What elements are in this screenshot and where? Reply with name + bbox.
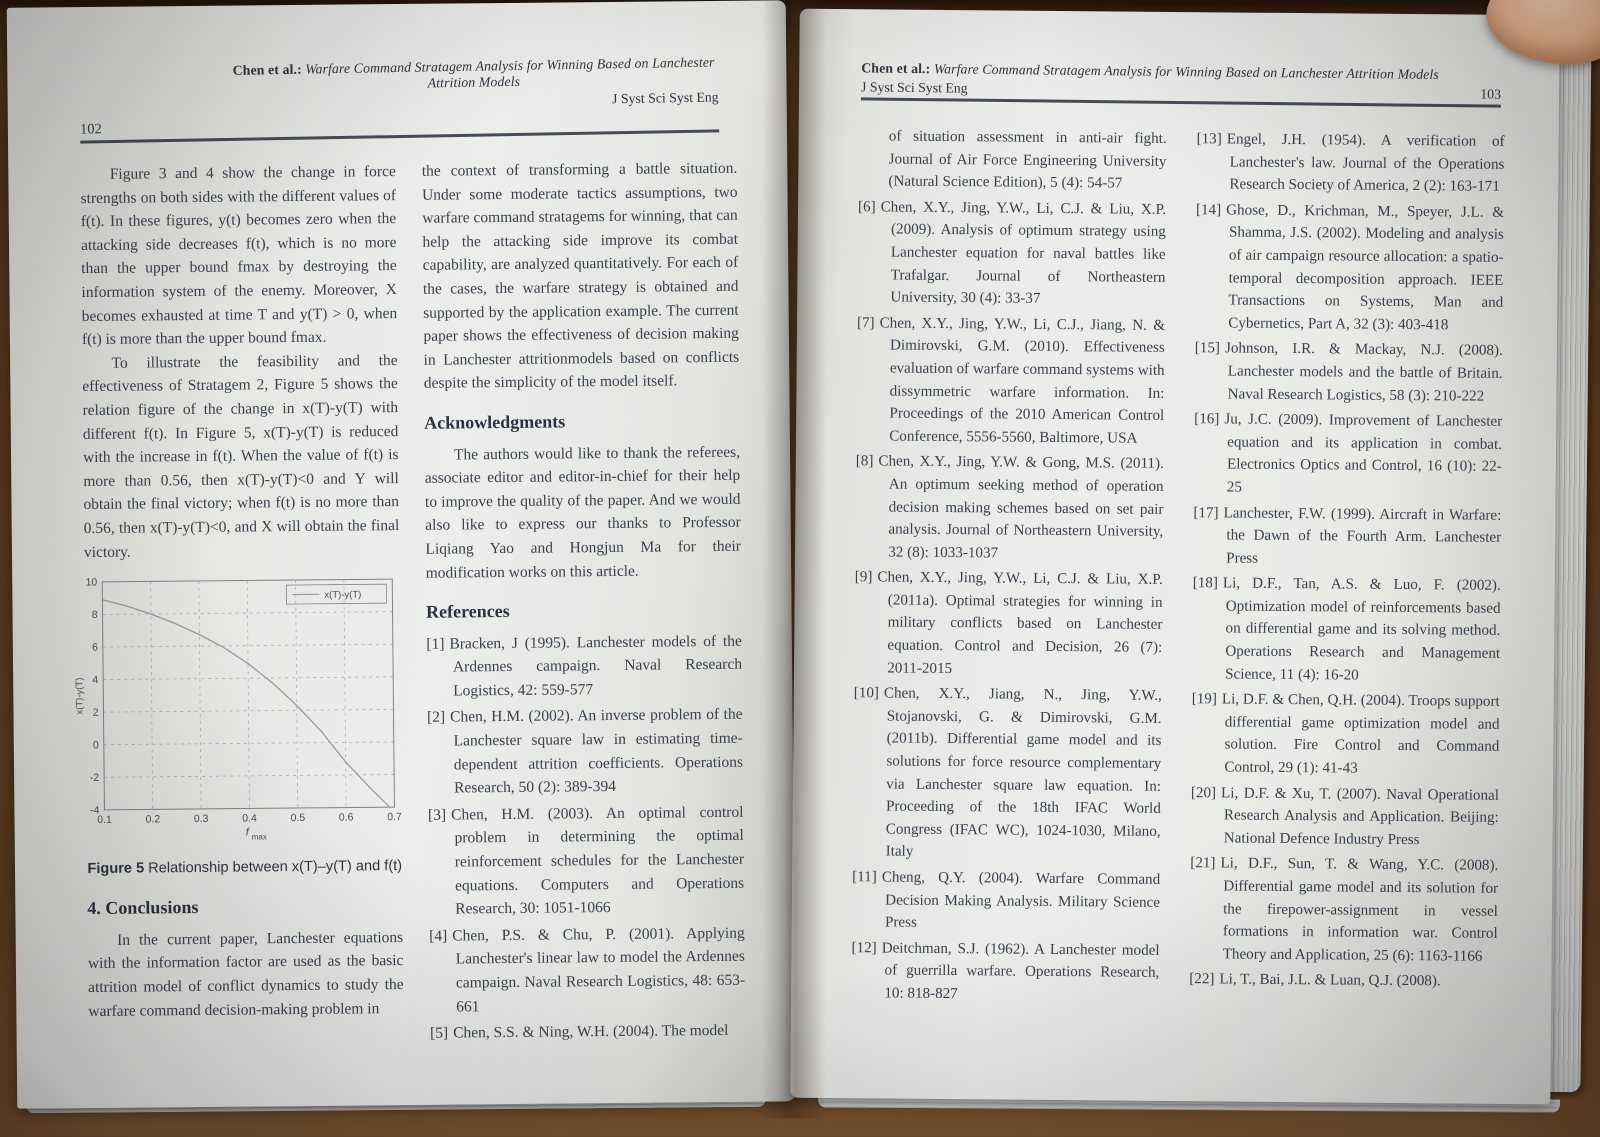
svg-text:0.6: 0.6 (338, 811, 354, 824)
reference-item: [3] Chen, H.M. (2003). An optimal control problem in determining the optimal reinforcement schedules for the Lanchester equations. Computers and Operations Research, 30: 1051-1066 (427, 803, 745, 918)
reference5-continuation: of situation assessment in anti-air fight. Journal of Air Force Engineering University (Natural Science Edition), 5 (4): 54-57 (888, 128, 1167, 192)
right-page-body (851, 125, 1505, 1013)
reference-item: [14] Ghose, D., Krichman, M., Speyer, J.L. & Shamma, J.S. (2002). Modeling and analysis of air campaign resource allocation: a spatio-temporal decomposition approach. IEEE Transactions on Systems, Man and Cybernetics, Part A, 32 (3): 403-418 (1195, 201, 1505, 334)
reference-item: [20] Li, D.F. & Xu, T. (2007). Naval Operational Research Analysis and Application. Beijing: National Defence Industry Press (1190, 784, 1499, 848)
references-list (1189, 128, 1505, 994)
acknowledgments-heading: Acknowledgments (424, 411, 566, 433)
svg-text:6: 6 (91, 641, 98, 654)
right-page-header (861, 60, 1501, 107)
svg-text:f: f (245, 826, 249, 839)
right-page-column-2 (1189, 128, 1505, 1013)
svg-text:0.5: 0.5 (290, 812, 306, 825)
svg-text:max: max (251, 832, 267, 842)
paragraph: To illustrate the feasibility and the effectiveness of Stratagem 2, Figure 5 shows the relation figure of the change in x(T)-y(T) with different f(t). In Figure 5, x(T)-y(T) is reduced with the increase in f(t). When the value of f(t) is more than 0.56, then x(T)-y(T)<0 and Y will obtain the final victory; when f(t) is no more than 0.56, then x(T)-y(T)<0, and X will obtain the final victory. (82, 351, 400, 561)
figure5-caption-label: Figure 5 (87, 860, 145, 877)
journal-name: J Syst Sci Syst Eng (611, 89, 719, 107)
paragraph: Figure 3 and 4 show the change in force strengths on both sides with the different values of f(t). In these figures, y(t) becomes zero when the attacking side decreases f(t), which is no more than the upper bound fmax by destroying the information system of the enemy. Moreover, X becomes exhausted at time T and y(T) > 0, when f(t) is more than the upper bound fmax. (80, 163, 398, 349)
references-list (851, 196, 1166, 1007)
svg-text:-4: -4 (90, 804, 100, 817)
svg-text:0.1: 0.1 (97, 813, 112, 827)
references-heading: References (425, 601, 510, 622)
svg-text:0.7: 0.7 (387, 811, 402, 824)
figure5-chart (72, 569, 405, 848)
svg-text:-2: -2 (89, 771, 100, 785)
svg-text:0: 0 (92, 739, 99, 752)
svg-text:10: 10 (85, 576, 98, 589)
reference-item: [11] Cheng, Q.Y. (2004). Warfare Command Decision Making Analysis. Military Science Press (852, 869, 1161, 931)
running-head-title: Warfare Command Stratagem Analysis for Winning Based on Lanchester Attrition Models (305, 54, 715, 91)
journal-name: J Syst Sci Syst Eng (860, 79, 968, 96)
svg-text:0.4: 0.4 (242, 812, 257, 825)
page-number: 102 (79, 121, 102, 138)
running-head-authors: Chen et al.: (232, 61, 302, 78)
svg-text:x(T)-y(T): x(T)-y(T) (74, 677, 86, 715)
svg-text:8: 8 (91, 609, 98, 622)
left-page-header (79, 54, 719, 143)
svg-text:0.3: 0.3 (193, 812, 209, 826)
paragraph: the context of transforming a battle situation. Under some moderate tactics assumptions, two warfare command stratagems for winning, that can help the attacking side improve its combat capability, are analyzed quantitatively. For each of the cases, the warfare strategy is obtained and supported by the application example. The current paper shows the effectiveness of decision making in Lanchester attritionmodels based on conflicts despite the simplicity of the model itself. (421, 159, 740, 393)
reference-item: [21] Li, D.F., Sun, T. & Wang, Y.C. (2008). Differential game model and its solution for the firepower-assignment in vessel formations in information war. Control Theory and Application, 25 (6): 1163-1166 (1190, 855, 1499, 965)
left-page-body (74, 157, 746, 1052)
reference-item: [9] Chen, X.Y., Jing, Y.W., Li, C.J. & Liu, X.P. (2011a). Optimal strategies for winning in military conflicts based on Lanchester equation. Control and Decision, 26 (7): 2011-2015 (854, 569, 1163, 677)
reference-item: [2] Chen, H.M. (2002). An inverse problem of the Lanchester square law in estimating time-dependent attrition coefficients. Operations Research, 50 (2): 389-394 (426, 706, 744, 797)
reference-item: [1] Bracken, J (1995). Lanchester models of the Ardennes campaign. Naval Research Logistics, 42: 559-577 (426, 632, 743, 700)
svg-text:2: 2 (92, 706, 99, 719)
reference-item: [19] Li, D.F. & Chen, Q.H. (2004). Troops support differential game optimization model and solution. Fire Control and Command Control, 29 (1): 41-43 (1191, 691, 1500, 777)
running-head-title: Warfare Command Stratagem Analysis for Winning Based on Lanchester Attrition Models (933, 61, 1439, 82)
right-page-column-1 (851, 125, 1167, 1010)
right-page (790, 9, 1559, 1105)
paragraph: The authors would like to thank the referees, associate editor and editor-in-chief for their help to improve the quality of the paper. And we would also like to express our thanks to Professor Liqiang Yao and Hongjun Ma for their modification works on this article. (424, 443, 742, 582)
reference-item: [10] Chen, X.Y., Jiang, N., Jing, Y.W., Stojanovski, G. & Dimirovski, G.M. (2011b). Differential game model and its solutions for force resource complementary via Lanchester square law equation. In: Proceeding of the 18th IFAC World Congress (IFAC WC), 1024-1030, Milano, Italy (853, 685, 1162, 861)
reference-item: [6] Chen, X.Y., Jing, Y.W., Li, C.J. & Liu, X.P. (2009). Analysis of optimum strategy using Lanchester equation for naval battles like Trafalgar. Journal of Northeastern University, 30 (4): 33-37 (857, 199, 1167, 307)
reference-item: [13] Engel, J.H. (1954). A verification of Lanchester's law. Journal of the Operations Research Society of America, 2 (2): 163-171 (1196, 131, 1505, 196)
reference-item: [17] Lanchester, F.W. (1999). Aircraft in Warfare: the Dawn of the Fourth Arm. Lanchester Press (1193, 504, 1502, 567)
left-page (7, 0, 797, 1108)
page-number: 103 (1480, 86, 1502, 102)
conclusions-heading: 4. Conclusions (87, 897, 199, 919)
figure5 (72, 569, 402, 856)
reference-item: [12] Deitchman, S.J. (1962). A Lanchester model of guerrilla warfare. Operations Research, 10: 818-827 (851, 939, 1160, 1003)
reference-item: [5] Chen, S.S. & Ning, W.H. (2004). The model (430, 1022, 729, 1042)
left-page-column-2 (422, 157, 746, 1049)
figure5-caption-text: Relationship between x(T)–y(T) and f(t) (144, 857, 403, 877)
reference-item: [8] Chen, X.Y., Jing, Y.W. & Gong, M.S. (2011). An optimum seeking method of operation decision making schemes based on set pair analysis. Journal of Northeastern University, 32 (8): 1033-1037 (855, 453, 1164, 562)
svg-text:4: 4 (92, 674, 99, 687)
reference-item: [18] Li, D.F., Tan, A.S. & Luo, F. (2002). Optimization model of reinforcements based on differential game and its solving method. Operations Research and Management Science, 11 (4): 16-20 (1192, 575, 1501, 684)
reference-item: [4] Chen, P.S. & Chu, P. (2001). Applying Lanchester's linear law to model the Ardennes campaign. Naval Research Logistics, 48: 653-661 (429, 924, 746, 1016)
running-head-authors: Chen et al.: (861, 60, 931, 77)
paragraph: In the current paper, Lanchester equations with the information factor are used as the basic attrition model of conflict dynamics to study the warfare command decision-making problem in (87, 928, 404, 1020)
left-page-column-1 (74, 160, 404, 1052)
reference-item: [7] Chen, X.Y., Jing, Y.W., Li, C.J., Jiang, N. & Dimirovski, G.M. (2010). Effectiveness evaluation of warfare command systems with dissymmetric warfare information. In: Proceedings of the 2010 American Control Conference, 5556-5560, Baltimore, USA (856, 314, 1166, 447)
svg-text:x(T)-y(T): x(T)-y(T) (324, 589, 362, 601)
references-list (426, 629, 745, 1045)
reference-item: [15] Johnson, I.R. & Mackay, N.J. (2008). Lanchester models and the battle of Britain. Naval Research Logistics, 58 (3): 210-222 (1194, 340, 1503, 405)
reference-item: [22] Li, T., Bai, J.L. & Luan, Q.J. (2008). (1189, 971, 1441, 990)
svg-text:0.2: 0.2 (145, 813, 161, 826)
reference-item: [16] Ju, J.C. (2009). Improvement of Lanchester equation and its application in combat. Electronics Optics and Control, 16 (10): 22-25 (1194, 411, 1503, 496)
figure5-caption (87, 855, 403, 882)
